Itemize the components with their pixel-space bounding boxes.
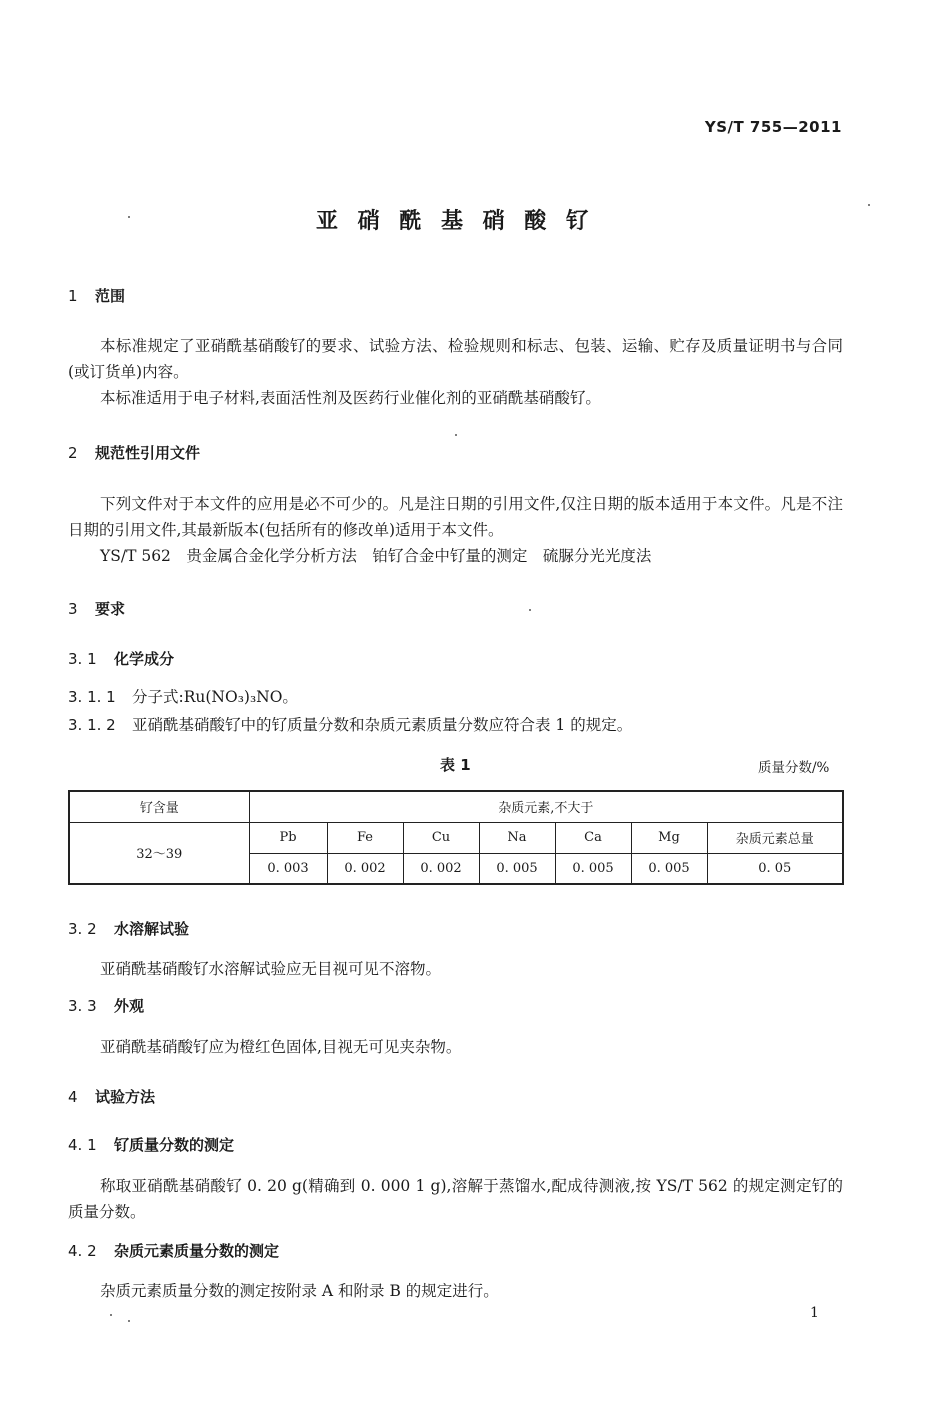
- section-number: 1: [68, 287, 78, 305]
- section-title: 试验方法: [95, 1088, 156, 1106]
- section-3-2-paragraph: 亚硝酰基硝酸钌水溶解试验应无目视可见不溶物。: [100, 960, 442, 978]
- section-title: 钌质量分数的测定: [114, 1136, 235, 1154]
- section-4-2-heading: [68, 1240, 279, 1261]
- element-cell: Mg: [631, 822, 707, 853]
- table-unit: 质量分数/%: [758, 760, 830, 776]
- value-cell: 0. 002: [327, 853, 403, 884]
- impurity-header-cell: 杂质元素,不大于: [249, 791, 843, 822]
- page-number: 1: [810, 1305, 819, 1321]
- section-number: 2: [68, 444, 78, 462]
- section-3-3-heading: [68, 995, 144, 1016]
- value-cell: 0. 005: [555, 853, 631, 884]
- section-number: 3. 2: [68, 920, 97, 938]
- value-cell: 0. 005: [631, 853, 707, 884]
- section-3-heading: [68, 598, 125, 619]
- section-1-paragraph-1: 本标准规定了亚硝酰基硝酸钌的要求、试验方法、检验规则和标志、包装、运输、贮存及质量证明书与合同(或订货单)内容。: [68, 337, 843, 381]
- value-cell: 0. 002: [403, 853, 479, 884]
- element-cell: Cu: [403, 822, 479, 853]
- ru-value-cell: 32～39: [69, 822, 249, 884]
- section-2-paragraph-1: 下列文件对于本文件的应用是必不可少的。凡是注日期的引用文件,仅注日期的版本适用于本文件。凡是不注日期的引用文件,其最新版本(包括所有的修改单)适用于本文件。: [68, 495, 843, 539]
- section-title: 水溶解试验: [114, 920, 190, 938]
- section-title: 化学成分: [114, 650, 175, 668]
- section-number: 3: [68, 600, 78, 618]
- section-number: 4: [68, 1088, 78, 1106]
- section-4-heading: [68, 1086, 155, 1107]
- element-cell: 杂质元素总量: [707, 822, 843, 853]
- section-3-1-heading: [68, 648, 174, 669]
- standard-code: YS/T 755—2011: [704, 118, 842, 136]
- scan-speck: [529, 609, 531, 611]
- clause-number: 3. 1. 1: [68, 688, 116, 706]
- element-cell: Ca: [555, 822, 631, 853]
- section-number: 4. 2: [68, 1242, 97, 1260]
- section-title: 规范性引用文件: [95, 444, 201, 462]
- clause-3-1-1: [68, 685, 298, 707]
- table-1: [68, 790, 844, 885]
- value-cell: 0. 05: [707, 853, 843, 884]
- section-title: 外观: [114, 997, 145, 1015]
- section-1-heading: [68, 285, 125, 306]
- scan-speck: [128, 1320, 130, 1322]
- element-cell: Fe: [327, 822, 403, 853]
- section-4-1-paragraph: 称取亚硝酰基硝酸钌 0. 20 g(精确到 0. 000 1 g),溶解于蒸馏水,配成待测液,按 YS/T 562 的规定测定钌的质量分数。: [68, 1177, 843, 1221]
- clause-number: 3. 1. 2: [68, 716, 116, 734]
- section-4-2-paragraph: 杂质元素质量分数的测定按附录 A 和附录 B 的规定进行。: [100, 1282, 499, 1300]
- value-cell: 0. 005: [479, 853, 555, 884]
- scan-speck: [110, 1314, 112, 1316]
- section-number: 3. 1: [68, 650, 97, 668]
- section-2-heading: [68, 442, 200, 463]
- section-title: 要求: [95, 600, 126, 618]
- section-3-3-paragraph: 亚硝酰基硝酸钌应为橙红色固体,目视无可见夹杂物。: [100, 1038, 462, 1056]
- section-2-reference: YS/T 562 贵金属合金化学分析方法 铂钌合金中钌量的测定 硫脲分光光度法: [100, 547, 652, 565]
- clause-3-1-2: [68, 713, 632, 735]
- scan-speck: [128, 216, 130, 218]
- section-4-1-heading: [68, 1134, 234, 1155]
- element-cell: Na: [479, 822, 555, 853]
- ru-header-cell: 钌含量: [69, 791, 249, 822]
- section-number: 3. 3: [68, 997, 97, 1015]
- section-1-paragraph-2: 本标准适用于电子材料,表面活性剂及医药行业催化剂的亚硝酰基硝酸钌。: [100, 389, 601, 407]
- value-cell: 0. 003: [249, 853, 327, 884]
- table-caption: 表 1: [440, 756, 471, 774]
- section-title: 杂质元素质量分数的测定: [114, 1242, 280, 1260]
- section-title: 范围: [95, 287, 126, 305]
- scan-speck: [868, 204, 870, 206]
- clause-text: 亚硝酰基硝酸钌中的钌质量分数和杂质元素质量分数应符合表 1 的规定。: [132, 716, 633, 734]
- section-3-2-heading: [68, 918, 189, 939]
- section-number: 4. 1: [68, 1136, 97, 1154]
- clause-text: 分子式:Ru(NO₃)₃NO。: [132, 688, 298, 706]
- document-title: 亚 硝 酰 基 硝 酸 钌: [316, 209, 594, 234]
- scan-speck: [455, 434, 457, 436]
- element-cell: Pb: [249, 822, 327, 853]
